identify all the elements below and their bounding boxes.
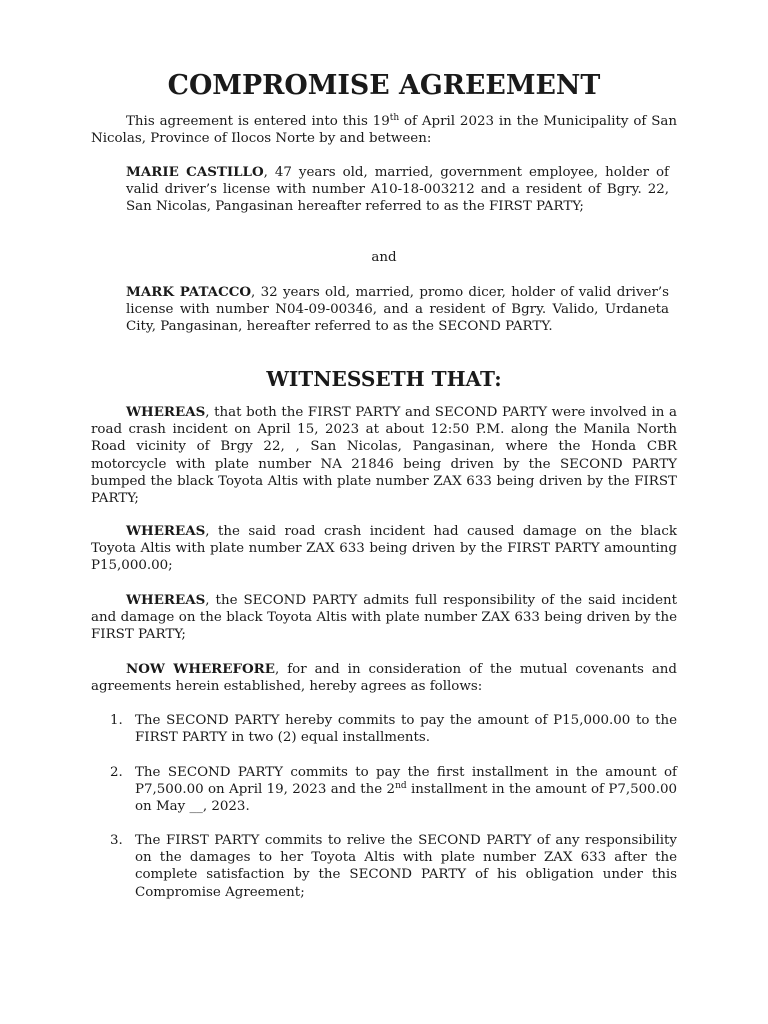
second-party-details: , 32 years old, married, promo dicer, holder of valid driver’s license with number N04-09-00346, and a resident of Bgry. Valido, Urdaneta City, Pangasinan, hereafter referred to as the SECOND PARTY. <box>126 285 669 335</box>
whereas-1-text: , that both the FIRST PARTY and SECOND PARTY were involved in a road crash incident on April 15, 2023 at about 12:50 P.M. along the Manila North Road vicinity of Brgy 22, , San Nicolas, Pangasinan, where the Honda CBR motorcycle with plate number NA 21846 being driven by the SECOND PARTY bumped the black Toyota Altis with plate number ZAX 633 being driven by the FIRST PARTY; <box>91 405 677 507</box>
list-item-number: 1. <box>110 713 123 728</box>
intro-text-end: of April 2023 in the Municipality of San Nicolas, Province of Ilocos Norte by and between: <box>91 114 677 147</box>
ordinal-suffix: nd <box>395 781 407 792</box>
whereas-2-text: , the said road crash incident had caused damage on the black Toyota Altis with plate number ZAX 633 being driven by the FIRST PARTY amounting P15,000.00; <box>91 524 677 574</box>
first-party-name: MARIE CASTILLO <box>126 164 264 180</box>
list-item-text: The FIRST PARTY commits to relive the SECOND PARTY of any responsibility on the damages to her Toyota Altis with plate number ZAX 633 after the complete satisfaction by the SECOND PARTY of his obligation under this Compromise Agreement; <box>135 833 677 900</box>
whereas-3-lead: WHEREAS <box>126 592 206 608</box>
list-item-number: 2. <box>110 765 123 780</box>
list-item-number: 3. <box>110 833 123 848</box>
second-party-name: MARK PATACCO <box>126 284 252 300</box>
whereas-2-lead: WHEREAS <box>126 523 206 539</box>
now-wherefore-text: , for and in consideration of the mutual covenants and agreements herein established, hereby agrees as follows: <box>91 662 678 695</box>
whereas-paragraph-1 <box>91 404 677 507</box>
second-party-paragraph <box>126 284 669 336</box>
now-wherefore-paragraph <box>91 661 677 695</box>
whereas-3-text: , the SECOND PARTY admits full responsibility of the said incident and damage on the black Toyota Altis with plate number ZAX 633 being driven by the FIRST PARTY; <box>91 593 677 643</box>
now-wherefore-lead: NOW WHEREFORE <box>126 661 276 677</box>
first-party-paragraph <box>126 164 669 216</box>
first-party-details: , 47 years old, married, government employee, holder of valid driver’s license with number A10-18-003212 and a resident of Bgry. 22, San Nicolas, Pangasinan hereafter referred to as the FIRST PARTY; <box>126 165 670 215</box>
witnesseth-heading: WITNESSETH THAT: <box>266 367 502 391</box>
whereas-paragraph-3 <box>91 592 677 644</box>
intro-paragraph <box>91 113 677 147</box>
document-title: COMPROMISE AGREEMENT <box>167 70 601 101</box>
list-item-text: The SECOND PARTY hereby commits to pay the amount of P15,000.00 to the FIRST PARTY in two (2) equal installments. <box>135 713 677 746</box>
whereas-paragraph-2 <box>91 523 677 575</box>
intro-ordinal-suffix: th <box>389 113 400 123</box>
intro-text-start: This agreement is entered into this 19 <box>126 114 390 129</box>
list-item-text-start: The SECOND PARTY commits to pay the first installment in the amount of P7,500.00 on April 19, 2023 and the 2 <box>135 765 677 798</box>
conjunction-and: and <box>371 250 397 265</box>
whereas-1-lead: WHEREAS <box>126 404 206 420</box>
list-item-text <box>135 764 677 816</box>
list-item-text-end: installment in the amount of P7,500.00 on May __, 2023. <box>135 782 677 815</box>
